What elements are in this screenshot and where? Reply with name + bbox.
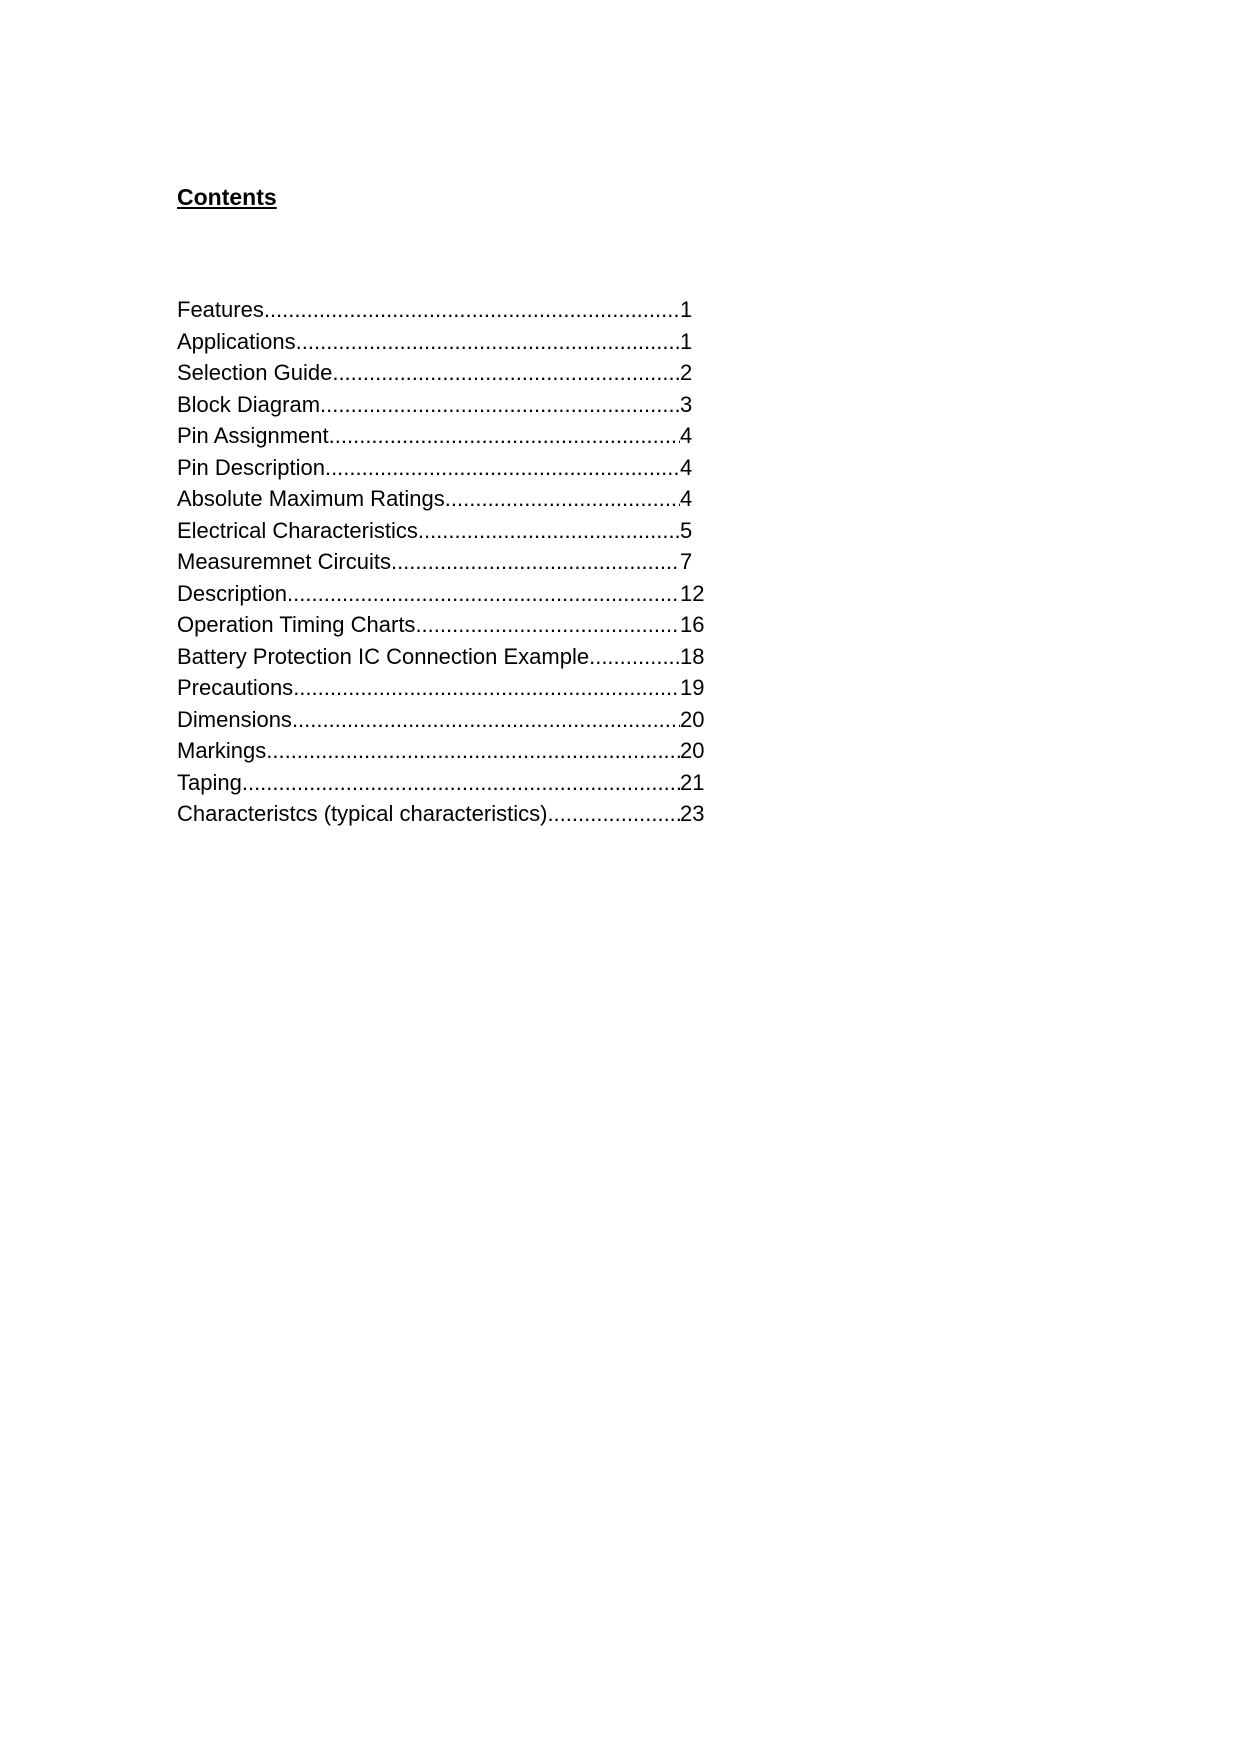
toc-entry-page: 5 — [680, 517, 693, 543]
toc-leader-dots — [391, 546, 680, 578]
toc-leader-dots — [266, 735, 680, 767]
toc-entry-page: 20 — [680, 738, 705, 763]
toc-entry-label: Selection Guide — [177, 360, 333, 385]
toc-leader-dots — [287, 578, 680, 610]
toc-entry-page: 1 — [680, 297, 693, 322]
table-of-contents — [177, 294, 717, 830]
toc-entry-page: 4 — [680, 486, 693, 511]
toc-entry[interactable] — [177, 389, 717, 421]
toc-entry[interactable] — [177, 672, 717, 704]
toc-entry-label: Battery Protection IC Connection Example — [177, 643, 590, 669]
toc-entry-page: 16 — [680, 612, 705, 637]
toc-entry-page: 3 — [680, 391, 693, 417]
toc-entry-page: 18 — [680, 643, 705, 669]
toc-entry[interactable] — [177, 704, 717, 736]
toc-leader-dots — [332, 357, 680, 389]
toc-entry[interactable] — [177, 641, 717, 673]
toc-entry-page: 21 — [680, 769, 705, 795]
toc-leader-dots — [415, 609, 680, 641]
toc-entry-page: 2 — [680, 360, 693, 385]
toc-leader-dots — [296, 326, 680, 358]
toc-entry-label: Electrical Characteristics — [177, 517, 418, 543]
toc-entry-label: Operation Timing Charts — [177, 612, 416, 637]
toc-entry-label: Measuremnet Circuits — [177, 549, 391, 574]
toc-entry-page: 23 — [680, 801, 705, 826]
toc-entry[interactable] — [177, 483, 717, 515]
toc-entry-label: Description — [177, 580, 288, 606]
toc-entry[interactable] — [177, 546, 717, 578]
toc-entry[interactable] — [177, 357, 717, 389]
toc-entry-label: Applications — [177, 328, 296, 354]
toc-entry-page: 4 — [680, 423, 693, 448]
toc-leader-dots — [292, 704, 680, 736]
toc-entry-label: Characteristcs (typical characteristics) — [177, 801, 548, 826]
toc-entry-label: Markings — [177, 738, 267, 763]
toc-entry-page: 20 — [680, 706, 705, 732]
toc-entry[interactable] — [177, 578, 717, 610]
toc-entry[interactable] — [177, 515, 717, 547]
toc-entry-page: 12 — [680, 580, 705, 606]
toc-leader-dots — [242, 767, 680, 799]
toc-leader-dots — [329, 420, 680, 452]
toc-leader-dots — [445, 483, 680, 515]
toc-leader-dots — [320, 389, 680, 421]
toc-entry[interactable] — [177, 420, 717, 452]
toc-entry-page: 4 — [680, 454, 693, 480]
toc-leader-dots — [293, 672, 680, 704]
toc-entry-label: Pin Description — [177, 454, 325, 480]
toc-entry[interactable] — [177, 609, 717, 641]
toc-leader-dots — [418, 515, 680, 547]
toc-entry-page: 1 — [680, 328, 693, 354]
toc-leader-dots — [547, 798, 680, 830]
toc-entry-label: Block Diagram — [177, 391, 321, 417]
toc-leader-dots — [325, 452, 680, 484]
toc-entry-label: Features — [177, 297, 264, 322]
toc-entry[interactable] — [177, 735, 717, 767]
toc-leader-dots — [264, 294, 680, 326]
toc-entry-label: Precautions — [177, 675, 294, 700]
toc-entry-page: 7 — [680, 549, 693, 574]
toc-entry[interactable] — [177, 326, 717, 358]
page-title: Contents — [177, 184, 277, 210]
toc-entry[interactable] — [177, 798, 717, 830]
toc-leader-dots — [589, 641, 680, 673]
toc-entry[interactable] — [177, 767, 717, 799]
toc-entry-page: 19 — [680, 675, 705, 700]
toc-entry[interactable] — [177, 294, 717, 326]
toc-entry-label: Dimensions — [177, 706, 292, 732]
toc-entry-label: Pin Assignment — [177, 423, 329, 448]
toc-entry[interactable] — [177, 452, 717, 484]
toc-entry-label: Taping — [177, 769, 242, 795]
toc-entry-label: Absolute Maximum Ratings — [177, 486, 445, 511]
